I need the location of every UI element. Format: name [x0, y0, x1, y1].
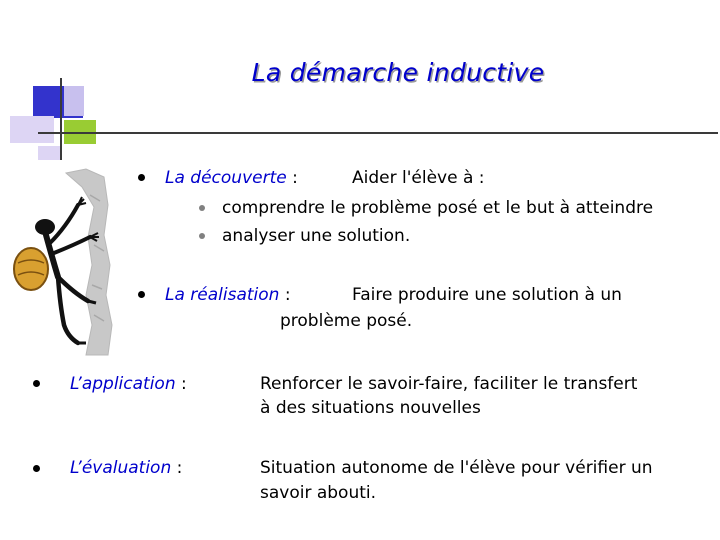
item-label: La découverte — [165, 168, 287, 188]
item-text: Faire produire une solution à un — [352, 285, 622, 305]
bullet-dot — [33, 465, 40, 472]
item-label: L’évaluation — [70, 458, 172, 478]
subitem: analyser une solution. — [222, 226, 411, 246]
square-lavender — [10, 116, 54, 143]
item-text: problème posé. — [280, 311, 413, 331]
item-text: Situation autonome de l'élève pour vérifier un — [260, 458, 653, 478]
horizontal-rule — [38, 132, 718, 134]
item-label: L’application — [70, 374, 176, 394]
square-lavender-top — [64, 86, 84, 116]
climber-illustration — [8, 165, 128, 360]
bullet-dot — [138, 291, 145, 298]
item-text: Renforcer le savoir-faire, faciliter le transfert — [260, 374, 638, 394]
item-decouverte: La découverte : — [165, 168, 298, 188]
vertical-rule — [60, 78, 62, 160]
bullet-dot — [33, 380, 40, 387]
item-realisation: La réalisation : — [165, 285, 291, 305]
page-title: La démarche inductive — [251, 58, 545, 87]
bullet-dot — [199, 205, 205, 211]
square-lavender-small — [38, 146, 62, 160]
item-evaluation: L’évaluation : — [70, 458, 183, 478]
item-text: à des situations nouvelles — [260, 398, 481, 418]
bullet-dot — [138, 174, 145, 181]
item-application: L’application : — [70, 374, 187, 394]
item-text: savoir abouti. — [260, 483, 377, 503]
item-text: Aider l'élève à : — [352, 168, 485, 188]
subitem: comprendre le problème posé et le but à atteindre — [222, 198, 654, 218]
item-label: La réalisation — [165, 285, 280, 305]
bullet-dot — [199, 233, 205, 239]
